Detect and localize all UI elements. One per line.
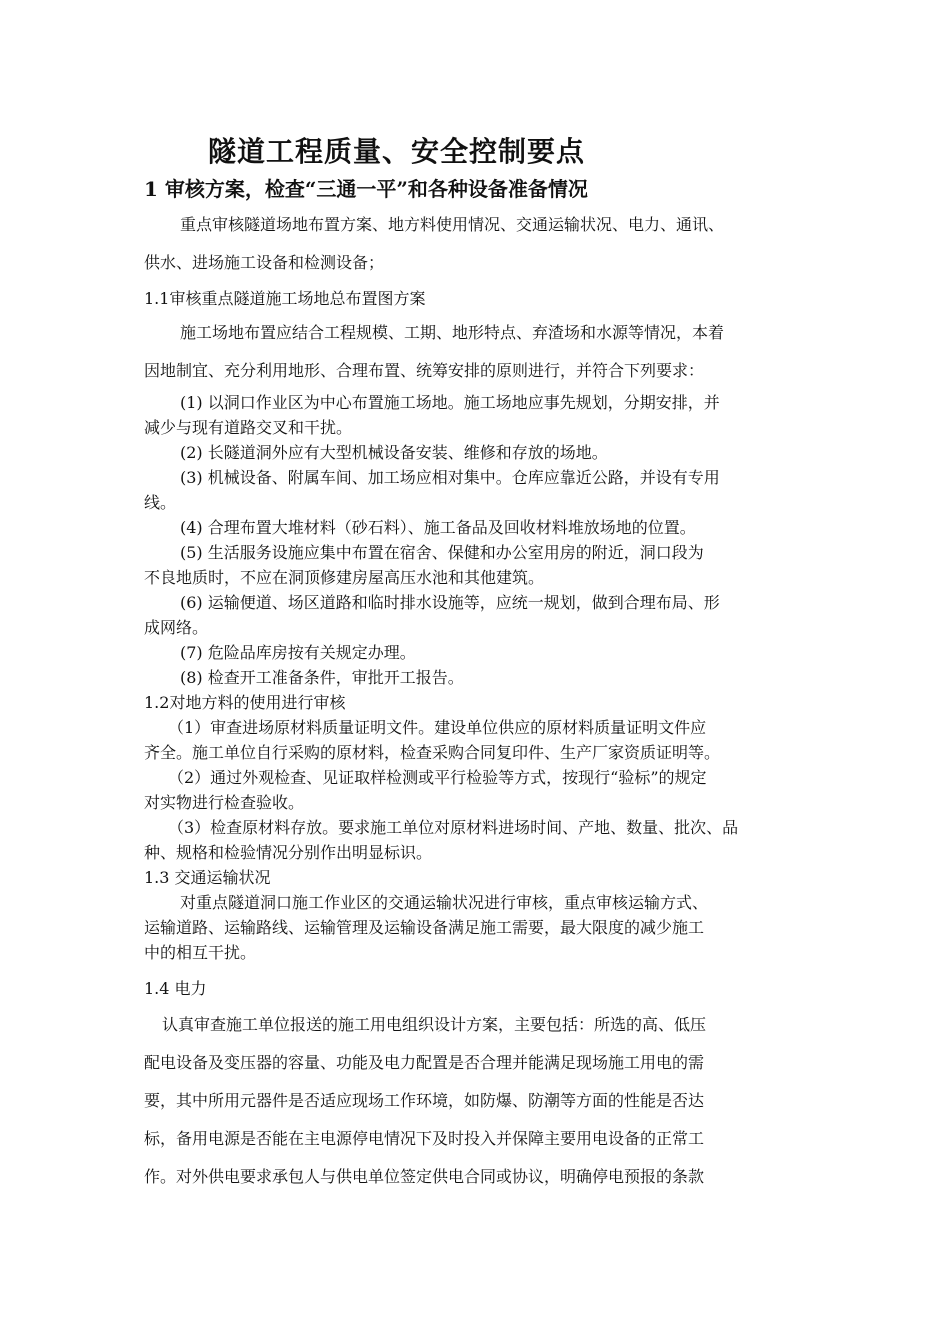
subsection-1-1-list bbox=[144, 390, 810, 690]
list-item-cont: 线。 bbox=[144, 493, 177, 512]
list-item: （3）检查原材料存放。要求施工单位对原材料进场时间、产地、数量、批次、品 bbox=[168, 818, 739, 837]
text-line: 施工场地布置应结合工程规模、工期、地形特点、弃渣场和水源等情况，本着 bbox=[180, 323, 725, 342]
list-item-cont: 不良地质时，不应在洞顶修建房屋高压水池和其他建筑。 bbox=[144, 568, 545, 587]
list-item-cont: 减少与现有道路交叉和干扰。 bbox=[144, 418, 353, 437]
section-1-heading: 1 审核方案，检查“三通一平”和各种设备准备情况 bbox=[144, 177, 588, 201]
text-line: 作。对外供电要求承包人与供电单位签定供电合同或协议，明确停电预报的条款 bbox=[144, 1167, 705, 1186]
subsection-1-3-heading: 1.3 交通运输状况 bbox=[144, 868, 271, 887]
list-item-cont: 齐全。施工单位自行采购的原材料，检查采购合同复印件、生产厂家资质证明等。 bbox=[144, 743, 721, 762]
list-item: （2）通过外观检查、见证取样检测或平行检验等方式，按现行“验标”的规定 bbox=[168, 768, 707, 787]
list-item: (2) 长隧道洞外应有大型机械设备安装、维修和存放的场地。 bbox=[180, 443, 608, 462]
subsection-1-4-heading: 1.4 电力 bbox=[144, 979, 207, 998]
text-line: 认真审查施工单位报送的施工用电组织设计方案，主要包括：所选的高、低压 bbox=[162, 1015, 707, 1034]
text-line: 对重点隧道洞口施工作业区的交通运输状况进行审核，重点审核运输方式、 bbox=[180, 893, 709, 912]
text-line: 因地制宜、充分利用地形、合理布置、统筹安排的原则进行，并符合下列要求： bbox=[144, 361, 705, 380]
text-line: 配电设备及变压器的容量、功能及电力配置是否合理并能满足现场施工用电的需 bbox=[144, 1053, 705, 1072]
list-item-cont: 对实物进行检查验收。 bbox=[144, 793, 305, 812]
list-item: (1) 以洞口作业区为中心布置施工场地。施工场地应事先规划，分期安排，并 bbox=[180, 393, 720, 412]
list-item: (7) 危险品库房按有关规定办理。 bbox=[180, 643, 416, 662]
text-line: 标，备用电源是否能在主电源停电情况下及时投入并保障主要用电设备的正常工 bbox=[144, 1129, 705, 1148]
text-line: 运输道路、运输路线、运输管理及运输设备满足施工需要，最大限度的减少施工 bbox=[144, 918, 705, 937]
text-line: 中的相互干扰。 bbox=[144, 943, 257, 962]
list-item: (5) 生活服务设施应集中布置在宿舍、保健和办公室用房的附近，洞口段为 bbox=[180, 543, 704, 562]
list-item: (3) 机械设备、附属车间、加工场应相对集中。仓库应靠近公路，并设有专用 bbox=[180, 468, 720, 487]
text-line: 重点审核隧道场地布置方案、地方料使用情况、交通运输状况、电力、通讯、 bbox=[180, 215, 725, 234]
list-item: (6) 运输便道、场区道路和临时排水设施等，应统一规划，做到合理布局、形 bbox=[180, 593, 720, 612]
document-title: 隧道工程质量、安全控制要点 bbox=[208, 135, 586, 168]
text-line: 要，其中所用元器件是否适应现场工作环境，如防爆、防潮等方面的性能是否达 bbox=[144, 1091, 705, 1110]
list-item-cont: 种、规格和检验情况分别作出明显标识。 bbox=[144, 843, 433, 862]
list-item: (4) 合理布置大堆材料（砂石料）、施工备品及回收材料堆放场地的位置。 bbox=[180, 518, 696, 537]
text-line: 供水、进场施工设备和检测设备； bbox=[144, 253, 385, 272]
subsection-1-1-heading: 1.1审核重点隧道施工场地总布置图方案 bbox=[144, 289, 426, 308]
list-item: （1）审查进场原材料质量证明文件。建设单位供应的原材料质量证明文件应 bbox=[168, 718, 707, 737]
subsection-1-1-intro bbox=[144, 314, 810, 390]
subsection-1-2 bbox=[144, 690, 810, 965]
list-item-cont: 成网络。 bbox=[144, 618, 209, 637]
section-1-intro bbox=[144, 206, 810, 282]
list-item: (8) 检查开工准备条件，审批开工报告。 bbox=[180, 668, 464, 687]
subsection-1-2-heading: 1.2对地方料的使用进行审核 bbox=[144, 693, 346, 712]
subsection-1-4-body bbox=[144, 1006, 810, 1196]
